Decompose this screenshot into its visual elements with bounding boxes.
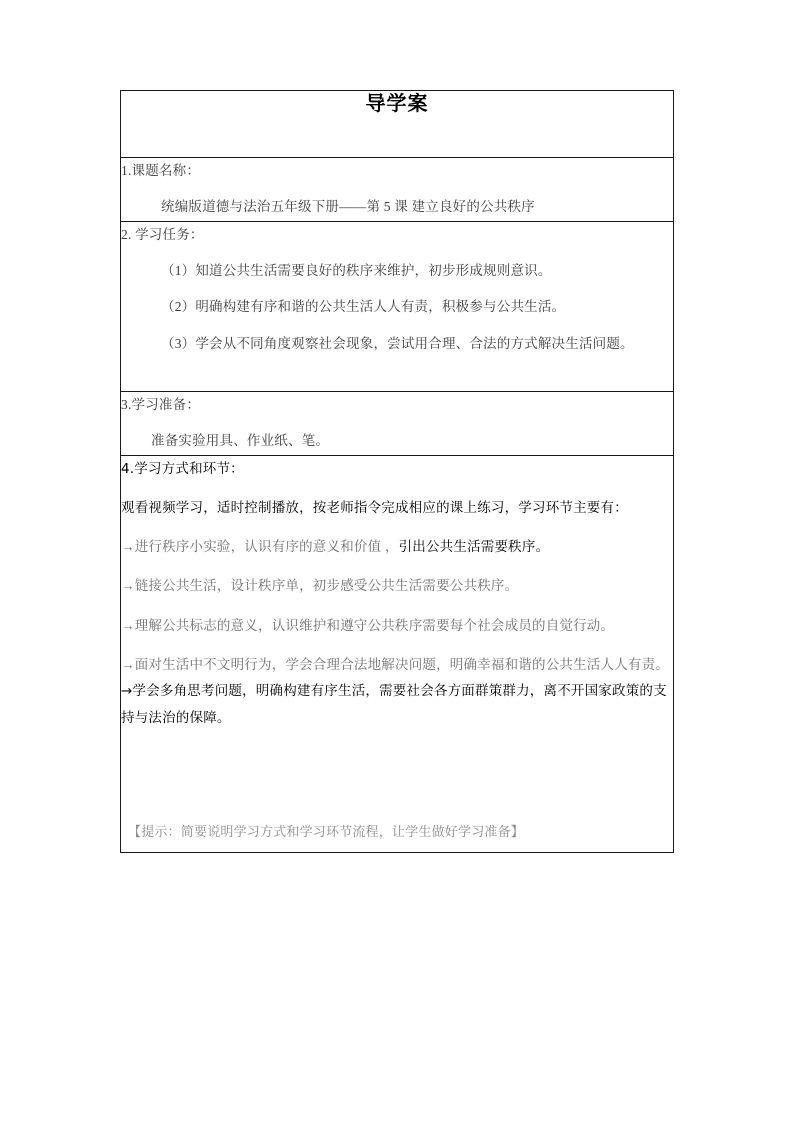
topic-cell	[121, 158, 674, 222]
arrow-icon: →	[121, 578, 135, 594]
preparation-value: 准备实验用具、作业纸、笔。	[151, 433, 330, 449]
method-step-text-sans: →学会多角思考问题，明确构建有序生活，需要社会各方面群策群力，离不开国家政策的支持与法治的保障。	[121, 683, 667, 726]
lesson-plan-table	[120, 90, 674, 853]
method-step-text-serif: 链接公共生活，设计秩序单，初步感受公共生活需要公共秩序。	[134, 578, 519, 594]
arrow-icon: →	[121, 657, 135, 673]
table-row-preparation	[121, 391, 674, 455]
method-intro: 观看视频学习，适时控制播放，按老师指令完成相应的课上练习，学习环节主要有：	[121, 499, 628, 516]
task-item: （1）知道公共生活需要良好的秩序来维护，初步形成规则意识。	[161, 262, 552, 278]
page-title: 导学案	[365, 91, 429, 115]
method-step-text-serif: 理解公共标志的意义，认识维护和遵守公共秩序需要每个社会成员的自觉行动。	[134, 617, 615, 633]
method-step	[121, 613, 673, 639]
arrow-icon: →	[121, 617, 135, 633]
method-step	[121, 573, 673, 599]
table-row-tasks	[121, 221, 674, 391]
preparation-cell	[121, 391, 674, 455]
method-hint: 【提示：简要说明学习方式和学习环节流程，让学生做好学习准备】	[128, 823, 525, 839]
method-step	[121, 652, 673, 731]
arrow-icon: →	[121, 539, 135, 555]
method-cell	[121, 455, 674, 852]
method-step	[121, 534, 673, 560]
preparation-heading: 3.学习准备：	[121, 396, 201, 412]
topic-value: 统编版道德与法治五年级下册——第 5 课 建立良好的公共秩序	[161, 199, 535, 215]
table-row-title	[121, 91, 674, 158]
topic-heading: 1.课题名称：	[121, 163, 201, 178]
method-step-text-serif: 面对生活中不文明行为，学会合理合法地解决问题，明确幸福和谐的公共生活人人有责。	[134, 657, 670, 673]
task-item: （2）明确构建有序和谐的公共生活人人有责，积极参与公共生活。	[161, 299, 566, 315]
tasks-heading: 2. 学习任务：	[121, 226, 204, 242]
table-row-topic	[121, 158, 674, 222]
table-row-method	[121, 455, 674, 852]
title-cell	[121, 91, 674, 158]
tasks-cell	[121, 221, 674, 391]
method-step-text-sans: 引出公共生活需要秩序。	[398, 539, 550, 556]
method-step-text-serif: 进行秩序小实验，认识有序的意义和价值 ，	[134, 539, 399, 555]
method-heading: 4.学习方式和环节：	[121, 460, 244, 477]
task-item: （3）学会从不同角度观察社会现象，尝试用合理、合法的方式解决生活问题。	[161, 335, 634, 351]
